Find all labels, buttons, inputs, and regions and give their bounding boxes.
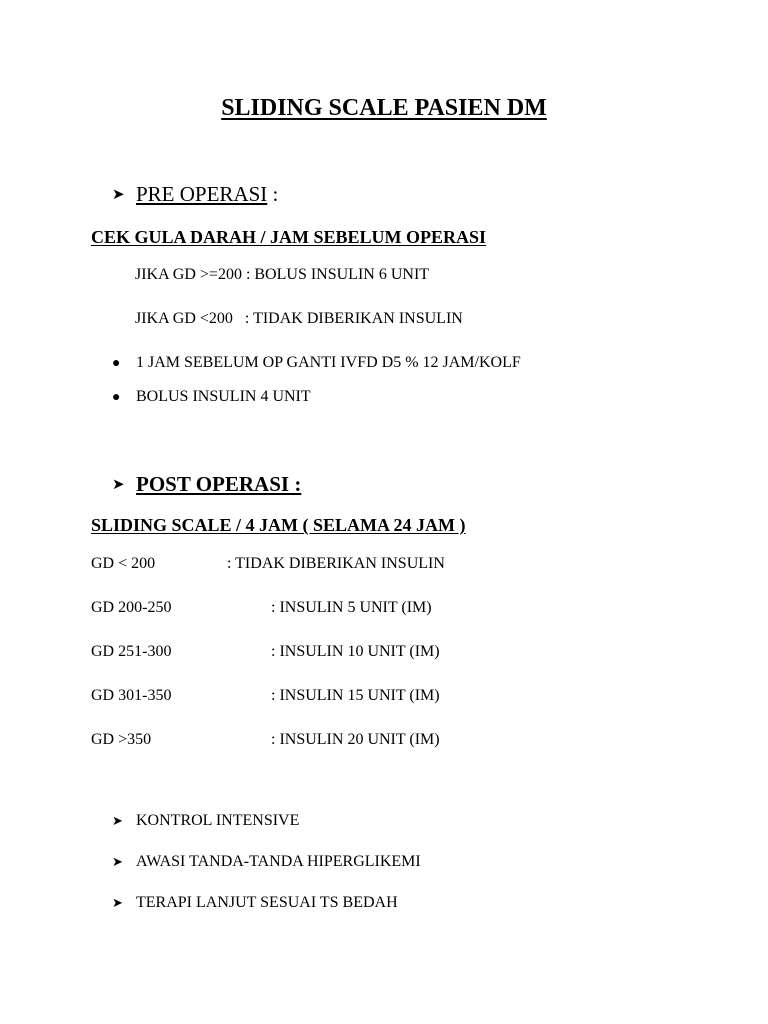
followup-2 bbox=[112, 854, 421, 870]
dot-bullet-icon: ● bbox=[112, 390, 121, 405]
post-operasi-subheading: SLIDING SCALE / 4 JAM ( SELAMA 24 JAM ) bbox=[91, 515, 466, 535]
post-operasi-heading bbox=[112, 474, 301, 495]
pre-operasi-subheading: CEK GULA DARAH / JAM SEBELUM OPERASI bbox=[91, 227, 487, 247]
scale-range-1: GD < 200 bbox=[91, 555, 156, 572]
pre-operasi-heading bbox=[112, 184, 278, 205]
scale-dose-3: : INSULIN 10 UNIT (IM) bbox=[271, 643, 440, 660]
pre-bullet-1 bbox=[112, 355, 521, 371]
followup-3-text: TERAPI LANJUT SESUAI TS BEDAH bbox=[136, 894, 398, 911]
arrow-bullet-icon: ➤ bbox=[112, 187, 125, 203]
followup-1-text: KONTROL INTENSIVE bbox=[136, 812, 300, 829]
followup-1 bbox=[112, 813, 299, 829]
pre-rule-2: JIKA GD <200 : TIDAK DIBERIKAN INSULIN bbox=[135, 310, 463, 327]
arrow-bullet-icon: ➤ bbox=[112, 477, 125, 493]
document-title: SLIDING SCALE PASIEN DM bbox=[221, 95, 547, 121]
pre-bullet-2 bbox=[112, 389, 311, 405]
arrow-bullet-icon: ➤ bbox=[112, 813, 123, 828]
followup-2-text: AWASI TANDA-TANDA HIPERGLIKEMI bbox=[136, 853, 421, 870]
scale-range-5: GD >350 bbox=[91, 731, 152, 748]
dot-bullet-icon: ● bbox=[112, 356, 121, 371]
pre-rule-1: JIKA GD >=200 : BOLUS INSULIN 6 UNIT bbox=[135, 266, 430, 283]
arrow-bullet-icon: ➤ bbox=[112, 854, 123, 869]
pre-operasi-suffix: : bbox=[267, 182, 279, 206]
scale-dose-4: : INSULIN 15 UNIT (IM) bbox=[271, 687, 440, 704]
scale-dose-5: : INSULIN 20 UNIT (IM) bbox=[271, 731, 440, 748]
pre-bullet-1-text: 1 JAM SEBELUM OP GANTI IVFD D5 % 12 JAM/KOLF bbox=[136, 354, 521, 371]
scale-range-3: GD 251-300 bbox=[91, 643, 172, 660]
scale-dose-1: : TIDAK DIBERIKAN INSULIN bbox=[227, 555, 445, 572]
arrow-bullet-icon: ➤ bbox=[112, 895, 123, 910]
pre-bullet-2-text: BOLUS INSULIN 4 UNIT bbox=[136, 388, 311, 405]
post-operasi-label: POST OPERASI : bbox=[136, 472, 302, 496]
scale-range-2: GD 200-250 bbox=[91, 599, 172, 616]
followup-3 bbox=[112, 895, 398, 911]
scale-range-4: GD 301-350 bbox=[91, 687, 172, 704]
scale-dose-2: : INSULIN 5 UNIT (IM) bbox=[271, 599, 432, 616]
pre-operasi-label: PRE OPERASI bbox=[136, 182, 268, 206]
